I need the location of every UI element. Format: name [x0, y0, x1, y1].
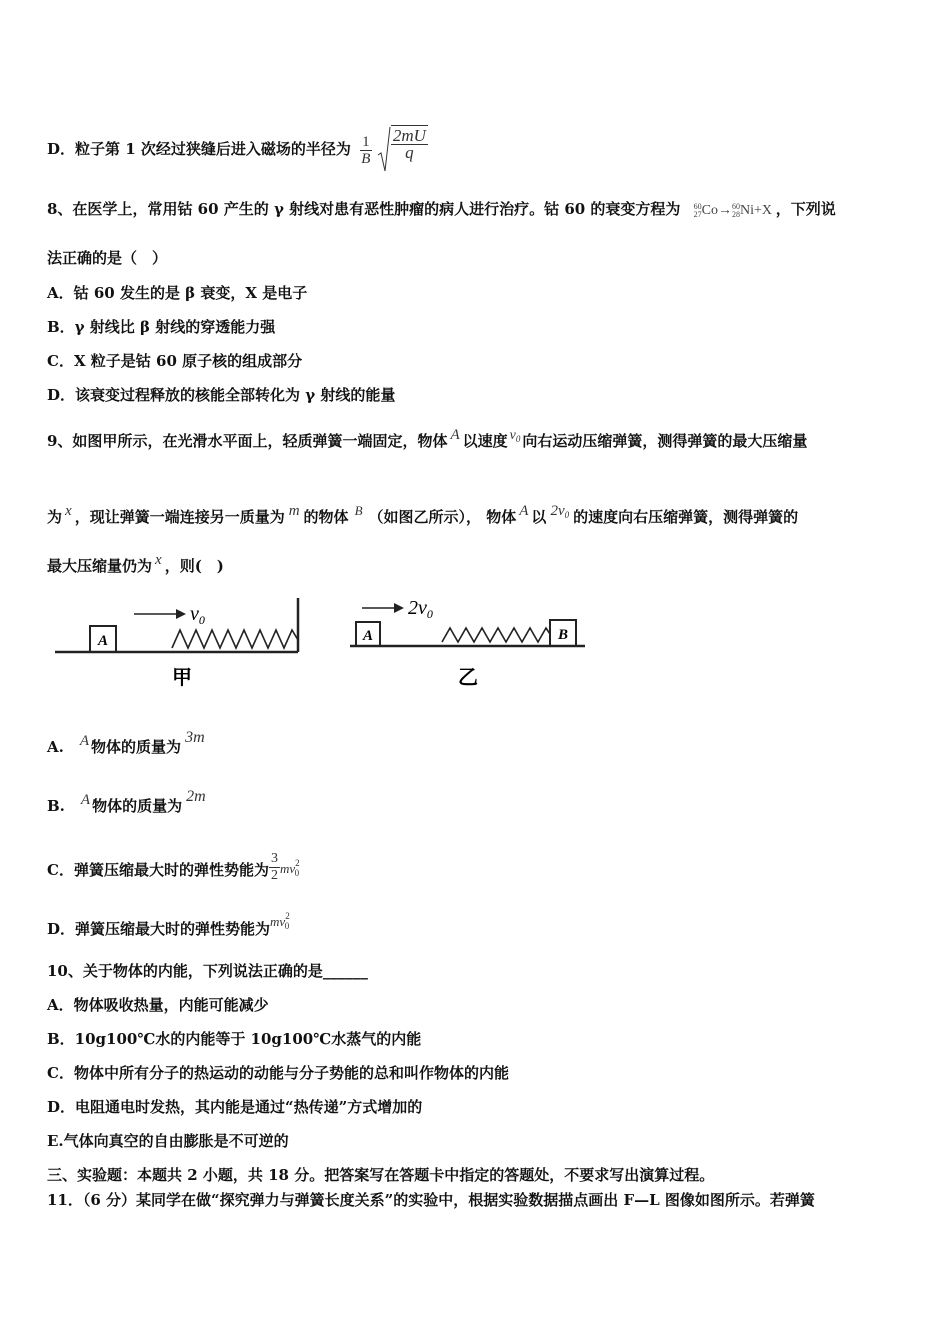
q9-figure: [50, 590, 595, 695]
q8-option-c[interactable]: C．X 粒子是钴 60 原子核的组成部分: [47, 352, 303, 370]
q9-option-a[interactable]: A. A 物体的质量为3m: [47, 729, 205, 756]
q9-option-c[interactable]: C．弹簧压缩最大时的弹性势能为 $\frac{3}{2}$ $mv^2_0$: [47, 850, 300, 883]
decay-equation: 60 27 Co→ 60 28 Ni+X: [693, 201, 773, 219]
q9-stem-line2: 为 x ，现让弹簧一端连接另一质量为 m 的物体 B （如图乙所示）， 物体 A 以 $2v_0$ 的速度向右压缩弹簧，测得弹簧的: [47, 503, 799, 526]
caption-jia: 甲: [172, 667, 192, 689]
q10-option-e[interactable]: E.气体向真空的自由膨胀是不可逆的: [47, 1132, 289, 1150]
sqrt-expression: $\frac{2mU}{q}$: [377, 125, 428, 175]
fraction-3-over-2: $\frac{3}{2}$: [270, 850, 278, 883]
q8-option-a[interactable]: A．钴 60 发生的是 β 衰变，X 是电子: [47, 284, 308, 302]
q8-option-d[interactable]: D．该衰变过程释放的核能全部转化为 γ 射线的能量: [47, 386, 396, 404]
fraction-1-over-b: $\frac{1}{B}$: [361, 133, 371, 167]
q8-stem: 8、在医学上，常用钴 60 产生的 γ 射线对患有恶性肿瘤的病人进行治疗。钴 60 的衰变方程为 60 27 Co→ 60 28 Ni+X ，下列说: [47, 200, 836, 219]
radical-icon: [377, 125, 391, 175]
block-a-label: A: [362, 628, 374, 644]
spring-icon: [442, 628, 550, 642]
q7-option-d[interactable]: [47, 125, 428, 175]
block-a-label: A: [97, 633, 109, 649]
block-b-label: B: [557, 627, 569, 643]
section3-heading: 三、实验题：本题共 2 小题，共 18 分。把答案写在答题卡中指定的答题处，不要求写出演算过程。: [47, 1166, 715, 1184]
q8-stem-line2: 法正确的是（ ）: [47, 249, 168, 267]
caption-yi: 乙: [458, 667, 478, 689]
q9-option-b[interactable]: B. A 物体的质量为2m: [47, 788, 206, 815]
q10-option-c[interactable]: C．物体中所有分子的热运动的动能与分子势能的总和叫作物体的内能: [47, 1064, 509, 1082]
q9-stem-line3: 最大压缩量仍为 x ，则( ): [47, 552, 224, 575]
option-text: D．粒子第 1 次经过狭缝后进入磁场的半径为: [47, 140, 351, 158]
q10-option-d[interactable]: D．电阻通电时发热，其内能是通过“热传递”方式增加的: [47, 1098, 423, 1116]
spring-icon: [172, 630, 298, 648]
q10-option-a[interactable]: A．物体吸收热量，内能可能减少: [47, 996, 269, 1014]
q9-stem-line1: 9、如图甲所示，在光滑水平面上，轻质弹簧一端固定，物体 A 以速度 $v_0$ 向右运动压缩弹簧，测得弹簧的最大压缩量: [47, 427, 808, 450]
q9-option-d[interactable]: D．弹簧压缩最大时的弹性势能为$mv^2_0$: [47, 911, 290, 938]
q8-option-b[interactable]: B．γ 射线比 β 射线的穿透能力强: [47, 318, 276, 336]
velocity-label: $v_0$: [190, 603, 205, 627]
velocity-label: $2v_0$: [408, 597, 433, 621]
q10-stem: 10、关于物体的内能，下列说法正确的是______: [47, 962, 368, 980]
q11-stem: 11．（6 分）某同学在做“探究弹力与弹簧长度关系”的实验中，根据实验数据描点画出 F—L 图像如图所示。若弹簧: [47, 1191, 815, 1209]
q10-option-b[interactable]: B．10g100℃水的内能等于 10g100℃水蒸气的内能: [47, 1030, 422, 1048]
